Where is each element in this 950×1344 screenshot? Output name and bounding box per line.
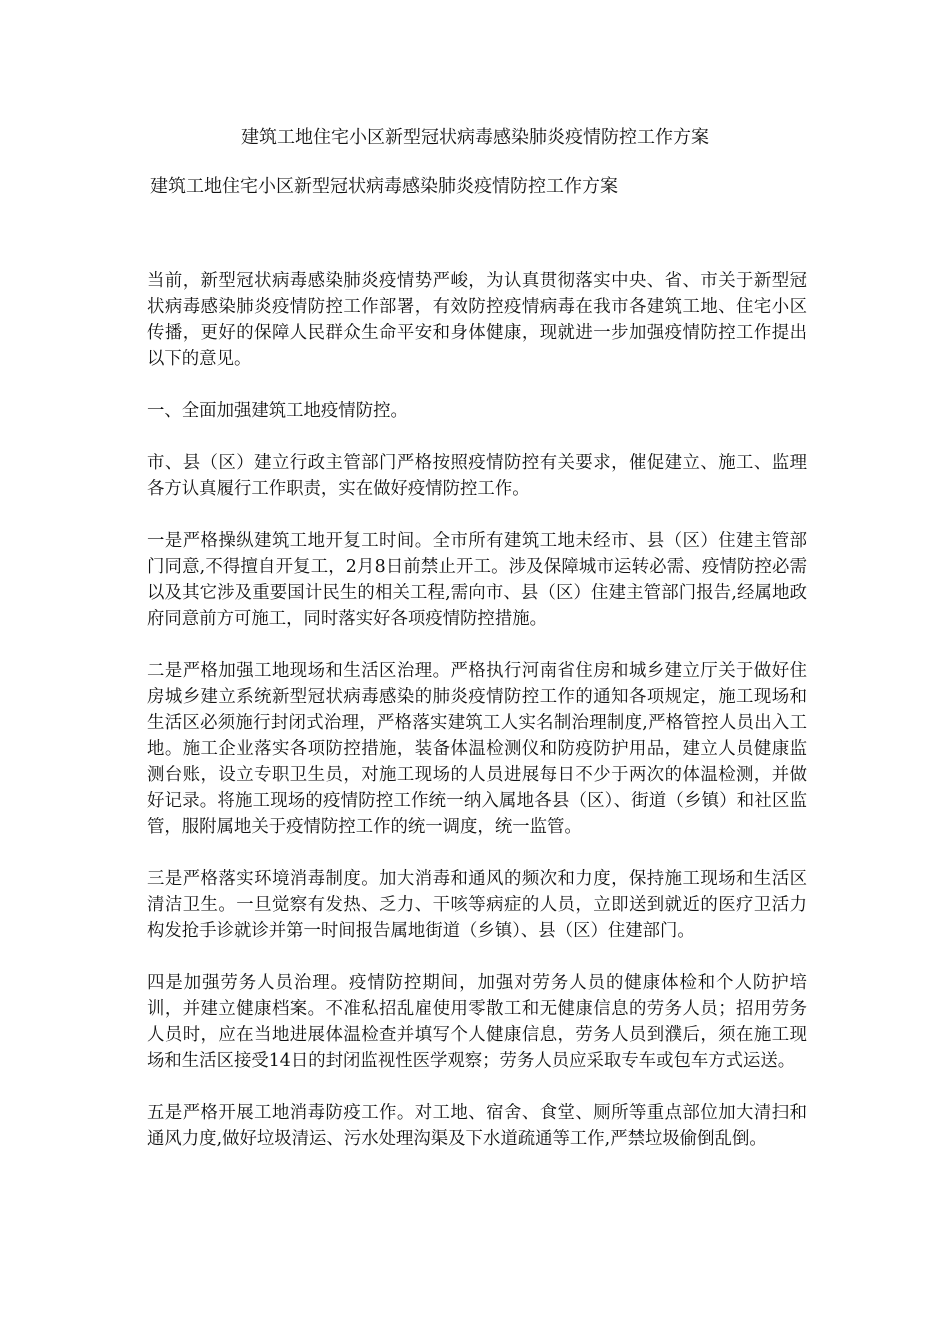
- document-title: 建筑工地住宅小区新型冠状病毒感染肺炎疫情防控工作方案: [241, 127, 709, 148]
- paragraph-item-5: 五是严格开展工地消毒防疫工作。对工地、宿舍、食堂、厕所等重点部位加大清扫和通风力度,做好垃圾清运、污水处理沟渠及下水道疏通等工作,严禁垃圾偷倒乱倒。: [147, 1103, 807, 1149]
- paragraph-item-2: 二是严格加强工地现场和生活区治理。严格执行河南省住房和城乡建立厅关于做好住房城乡建立系统新型冠状病毒感染的肺炎疫情防控工作的通知各项规定，施工现场和生活区必须施行封闭式治理，严格落实建筑工人实名制治理制度,严格管控人员出入工地。施工企业落实各项防控措施，装备体温检测仪和防疫防护用品，建立人员健康监测台账，设立专职卫生员，对施工现场的人员进展每日不少于两次的体温检测，并做好记录。将施工现场的疫情防控工作统一纳入属地各县（区）、街道（乡镇）和社区监管，服附属地关于疫情防控工作的统一调度，统一监管。: [147, 661, 807, 837]
- paragraph-intro: 当前，新型冠状病毒感染肺炎疫情势严峻，为认真贯彻落实中央、省、市关于新型冠状病毒感染肺炎疫情防控工作部署，有效防控疫情病毒在我市各建筑工地、住宅小区传播，更好的保障人民群众生命平安和身体健康，现就进一步加强疫情防控工作提出以下的意见。: [147, 271, 807, 369]
- section-heading-1: 一、全面加强建筑工地疫情防控。: [147, 401, 408, 421]
- document-subtitle: 建筑工地住宅小区新型冠状病毒感染肺炎疫情防控工作方案: [150, 176, 618, 197]
- paragraph-item-4: 四是加强劳务人员治理。疫情防控期间，加强对劳务人员的健康体检和个人防护培训，并建立健康档案。不准私招乱雇使用零散工和无健康信息的劳务人员；招用劳务人员时，应在当地进展体温检查并填写个人健康信息，劳务人员到濮后，须在施工现场和生活区接受14日的封闭监视性医学观察；劳务人员应采取专车或包车方式运送。: [147, 973, 807, 1071]
- paragraph-item-1: 一是严格操纵建筑工地开复工时间。全市所有建筑工地未经市、县（区）住建主管部门同意,不得擅自开复工，2月8日前禁止开工。涉及保障城市运转必需、疫情防控必需以及其它涉及重要国计民生的相关工程,需向市、县（区）住建主管部门报告,经属地政府同意前方可施工，同时落实好各项疫情防控措施。: [147, 531, 807, 629]
- paragraph-overview: 市、县（区）建立行政主管部门严格按照疫情防控有关要求，催促建立、施工、监理各方认真履行工作职责，实在做好疫情防控工作。: [147, 453, 807, 499]
- document-body: [147, 268, 807, 1178]
- paragraph-item-3: 三是严格落实环境消毒制度。加大消毒和通风的频次和力度，保持施工现场和生活区清洁卫生。一旦觉察有发热、乏力、干咳等病症的人员，立即送到就近的医疗卫活力构发抢手诊就诊并第一时间报告属地街道（乡镇）、县（区）住建部门。: [147, 869, 807, 941]
